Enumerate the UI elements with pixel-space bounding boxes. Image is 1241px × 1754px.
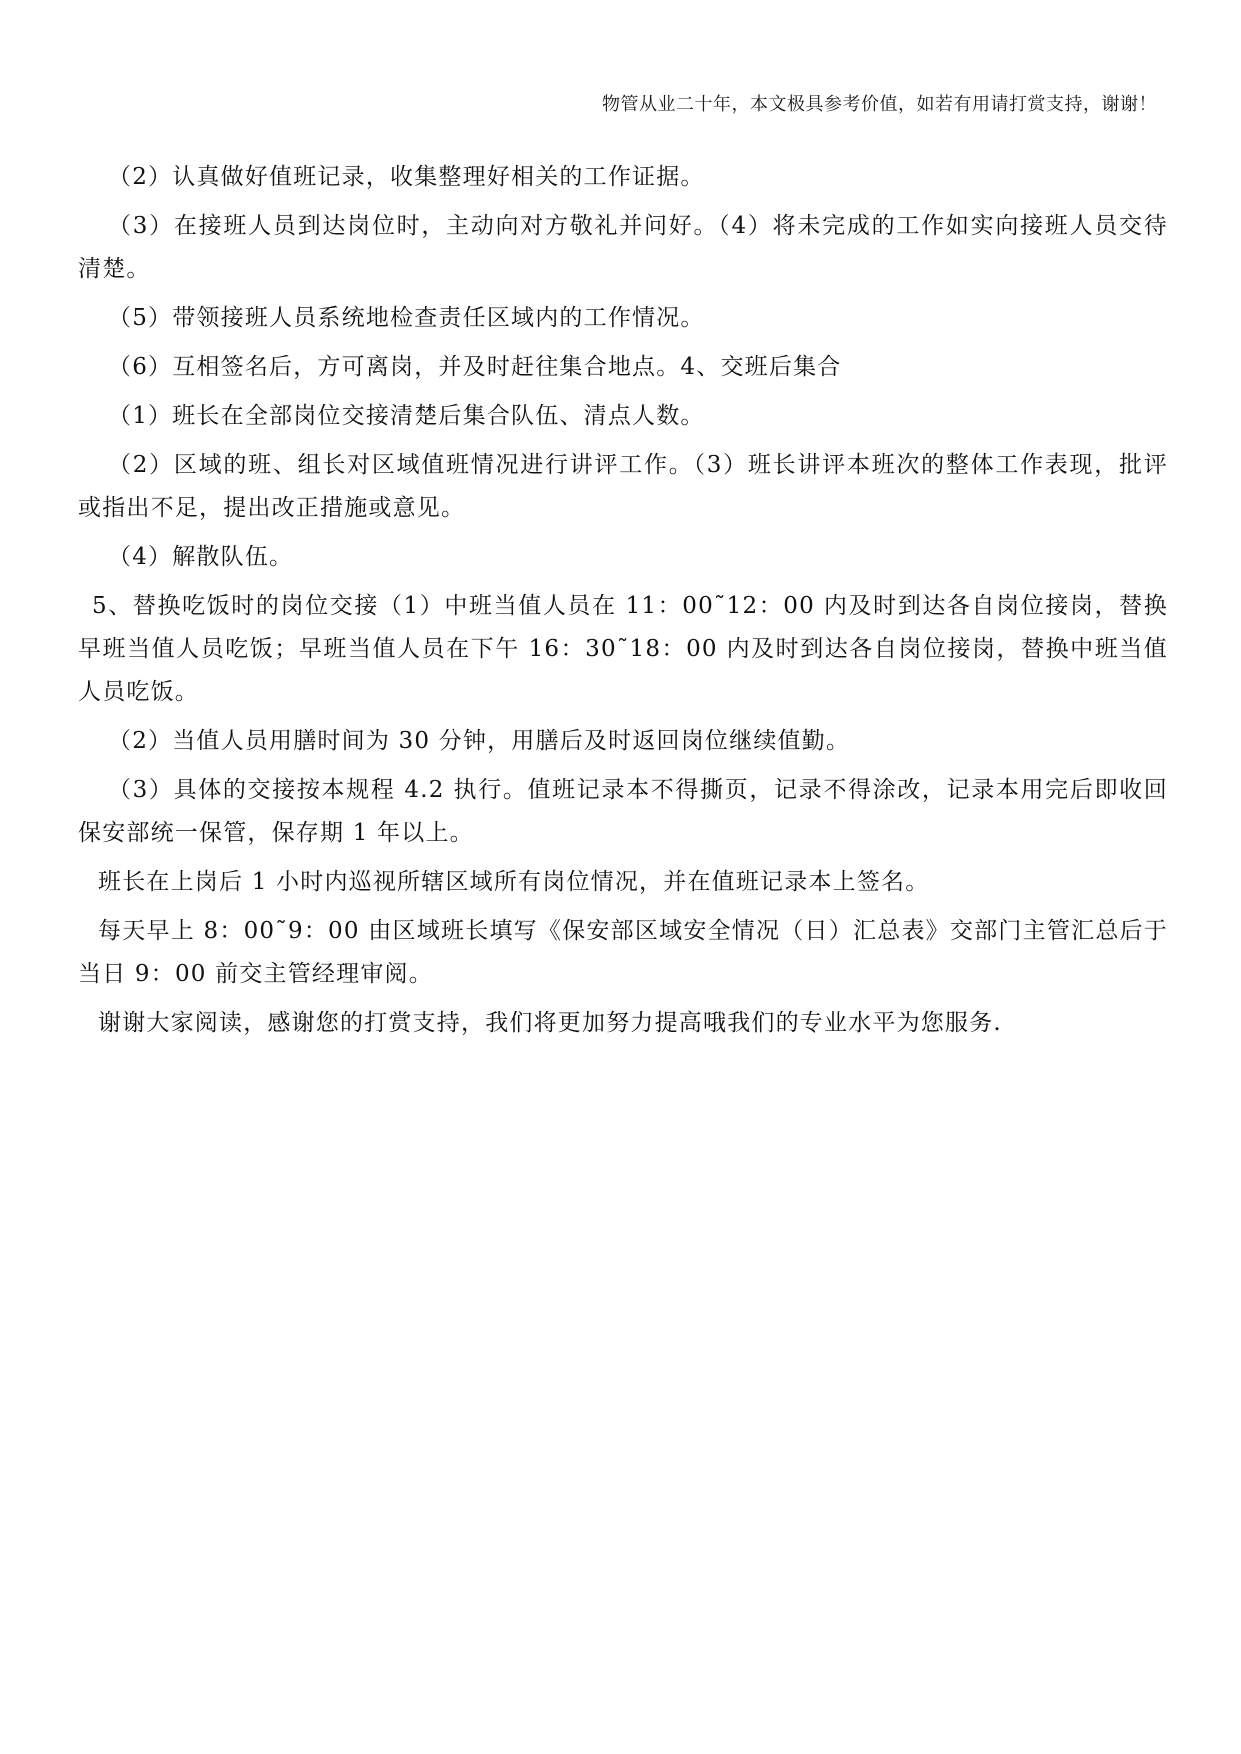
paragraph-9: （2）当值人员用膳时间为 30 分钟，用膳后及时返回岗位继续值勤。 [108,728,851,754]
header-note: 物管从业二十年，本文极具参考价值，如若有用请打赏支持，谢谢！ [602,94,1157,115]
paragraph-3: （5）带领接班人员系统地检查责任区域内的工作情况。 [108,305,705,331]
paragraph-11: 班长在上岗后 1 小时内巡视所辖区域所有岗位情况，并在值班记录本上签名。 [98,869,930,895]
paragraph-13: 谢谢大家阅读，感谢您的打赏支持，我们将更加努力提高哦我们的专业水平为您服务. [98,1010,1002,1036]
paragraph-10: （3）具体的交接按本规程 4.2 执行。值班记录本不得撕页，记录不得涂改，记录本用完后即收回保安部统一保管，保存期 1 年以上。 [78,777,1168,846]
paragraph-8: 5、替换吃饭时的岗位交接（1）中班当值人员在 11：00˜12：00 内及时到达各自岗位接岗，替换早班当值人员吃饭；早班当值人员在下午 16：30˜18：00 内及时到达各自岗位接岗，替换中班当值人员吃饭。 [78,593,1168,705]
paragraph-1: （2）认真做好值班记录，收集整理好相关的工作证据。 [108,164,705,190]
paragraph-2: （3）在接班人员到达岗位时，主动向对方敬礼并问好。（4）将未完成的工作如实向接班人员交待清楚。 [78,213,1168,282]
document-body [78,156,1168,1051]
paragraph-4: （6）互相签名后，方可离岗，并及时赶往集合地点。4、交班后集合 [108,354,842,380]
paragraph-7: （4）解散队伍。 [108,544,294,570]
paragraph-6: （2）区域的班、组长对区域值班情况进行讲评工作。（3）班长讲评本班次的整体工作表现，批评或指出不足，提出改正措施或意见。 [78,452,1168,521]
paragraph-5: （1）班长在全部岗位交接清楚后集合队伍、清点人数。 [108,403,705,429]
paragraph-12: 每天早上 8：00˜9：00 由区域班长填写《保安部区域安全情况（日）汇总表》交部门主管汇总后于当日 9：00 前交主管经理审阅。 [78,918,1168,987]
